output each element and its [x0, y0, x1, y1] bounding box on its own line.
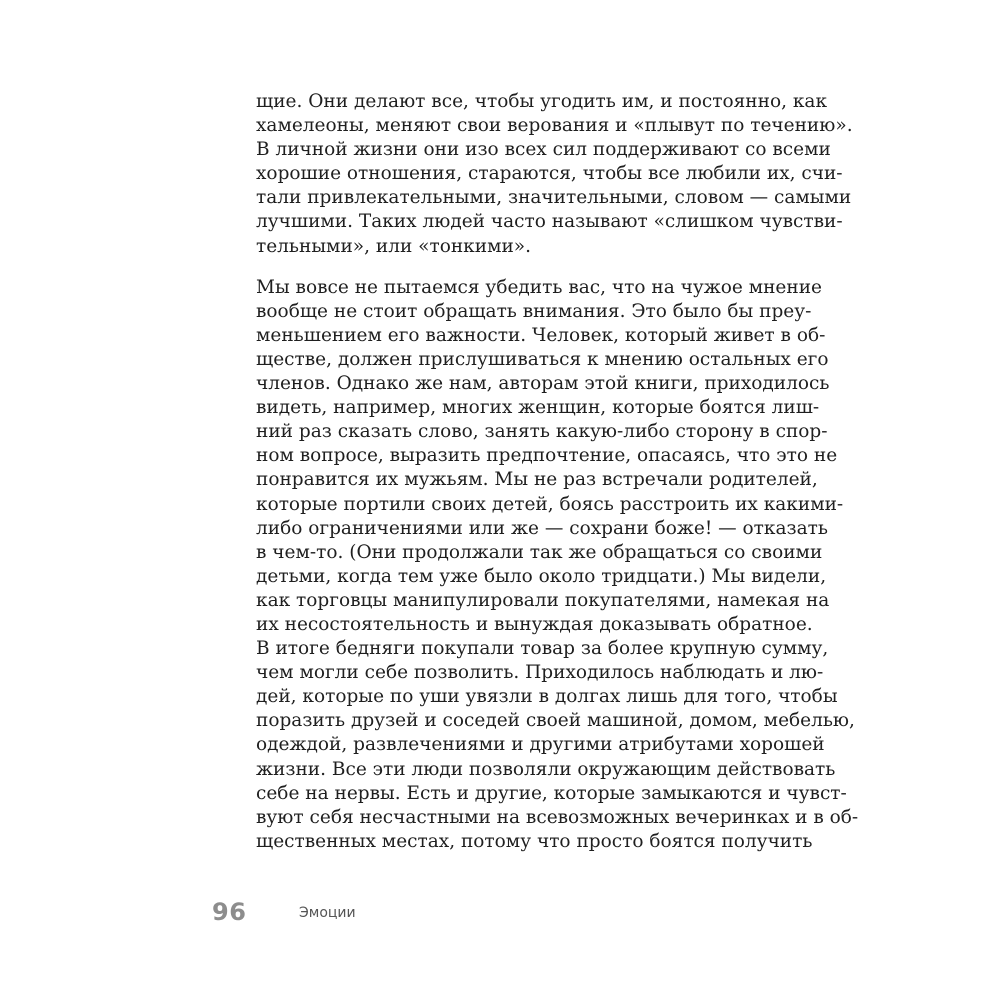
text-line: Мы вовсе не пытаемся убедить вас, что на чужое мнение [256, 276, 822, 298]
text-line: которые портили своих детей, боясь расстроить их какими- [256, 493, 844, 515]
text-line: понравится их мужьям. Мы не раз встречали родителей, [256, 469, 818, 491]
running-title: Эмоции [299, 905, 356, 921]
text-line: жизни. Все эти люди позволяли окружающим действовать [256, 758, 836, 780]
text-line: поразить друзей и соседей своей машиной, домом, мебелью, [256, 710, 855, 732]
text-line: хамелеоны, меняют свои верования и «плывут по течению». [256, 115, 853, 137]
text-line: меньшением его важности. Человек, который живет в об- [256, 324, 826, 346]
text-line: ществе, должен прислушиваться к мнению остальных его [256, 348, 829, 370]
text-line: щие. Они делают все, чтобы угодить им, и постоянно, как [256, 91, 828, 112]
text-line: тали привлекательными, значительными, словом — самыми [256, 187, 852, 209]
text-line: тельными», или «тонкими». [256, 235, 531, 257]
text-line: видеть, например, многих женщин, которые боятся лиш- [256, 397, 820, 419]
text-line: чем могли себе позволить. Приходилось наблюдать и лю- [256, 662, 824, 684]
text-line: себе на нервы. Есть и другие, которые замыкаются и чувст- [256, 782, 847, 804]
text-line: вуют себя несчастными на всевозможных вечеринках и в об- [256, 806, 859, 828]
text-line: В итоге бедняги покупали товар за более крупную сумму, [256, 638, 829, 660]
text-line: либо ограничениями или же — сохрани боже! — отказать [256, 517, 828, 539]
text-line: одеждой, развлечениями и другими атрибутами хорошей [256, 734, 825, 756]
text-line: лучшими. Таких людей часто называют «слишком чувстви- [256, 211, 843, 233]
text-line: хорошие отношения, стараются, чтобы все любили их, счи- [256, 163, 843, 185]
text-line: их несостоятельность и вынуждая доказывать обратное. [256, 613, 813, 635]
text-line: ний раз сказать слово, занять какую-либо сторону в спор- [256, 421, 828, 443]
text-line: детьми, когда тем уже было около тридцати.) Мы видели, [256, 565, 827, 587]
text-line: ном вопросе, выразить предпочтение, опасаясь, что это не [256, 445, 838, 467]
text-line: В личной жизни они изо всех сил поддерживают со всеми [256, 139, 831, 161]
text-line: щественных местах, потому что просто боятся получить [256, 830, 813, 852]
text-line: дей, которые по уши увязли в долгах лишь для того, чтобы [256, 686, 838, 708]
paragraph [256, 90, 853, 259]
body-text [256, 90, 859, 854]
page-number: 96 [212, 898, 247, 926]
text-line: как торговцы манипулировали покупателями, намекая на [256, 589, 830, 611]
paragraph [256, 276, 859, 854]
text-line: вообще не стоит обращать внимания. Это было бы преу- [256, 300, 812, 322]
text-line: членов. Однако же нам, авторам этой книги, приходилось [256, 373, 830, 395]
paragraph-gap [256, 259, 756, 276]
text-line: в чем-то. (Они продолжали так же обращаться со своими [256, 541, 823, 563]
